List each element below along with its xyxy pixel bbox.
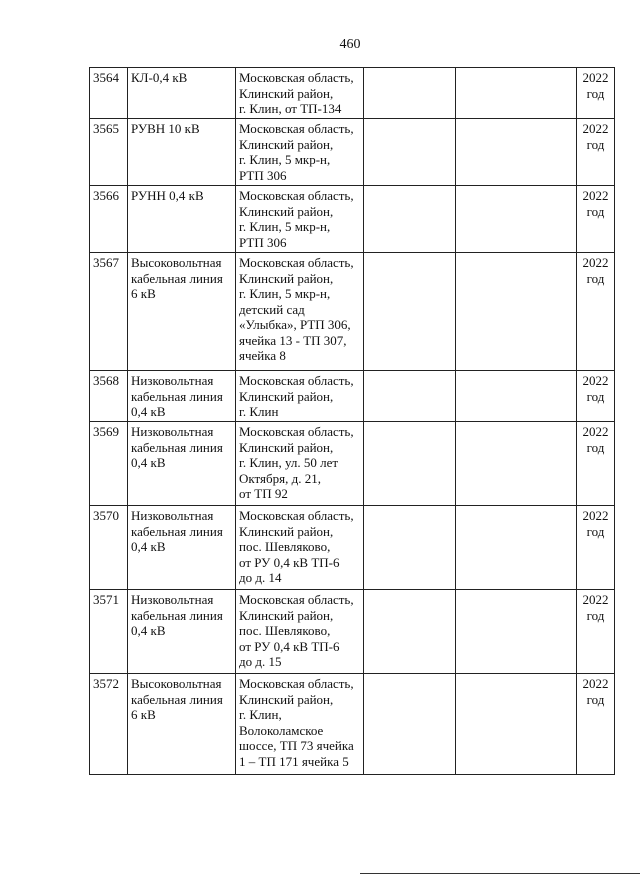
address-line: ячейка 8 <box>239 348 286 363</box>
address-line: ячейка 13 - ТП 307, <box>239 332 347 348</box>
object-name-cell <box>128 371 236 422</box>
empty-cell-col4 <box>364 186 456 253</box>
address-line: до д. 15 <box>239 654 282 669</box>
row-number-cell: 3572 <box>90 674 128 775</box>
year-line: 2022 <box>582 373 609 388</box>
address-line: Октября, д. 21, <box>239 470 321 486</box>
empty-cell-col5 <box>456 674 577 775</box>
year-cell <box>577 253 615 371</box>
object-name-line: 0,4 кВ <box>131 455 166 470</box>
address-line: г. Клин, 5 мкр-н, <box>239 152 331 167</box>
object-name-line: РУНН 0,4 кВ <box>131 188 204 203</box>
year-line: 2022 <box>582 424 609 439</box>
address-line: до д. 14 <box>239 570 282 585</box>
address-line: РТП 306 <box>239 234 287 250</box>
object-name-line: РУВН 10 кВ <box>131 121 200 136</box>
row-number-cell: 3565 <box>90 119 128 186</box>
address-cell <box>236 506 364 590</box>
empty-cell-col5 <box>456 506 577 590</box>
object-name-line: 0,4 кВ <box>131 623 166 638</box>
year-line: год <box>586 607 605 623</box>
year-cell <box>577 590 615 674</box>
empty-cell-col5 <box>456 119 577 186</box>
address-line: от РУ 0,4 кВ ТП-6 <box>239 638 340 654</box>
table-row <box>90 371 615 422</box>
object-name-cell <box>128 674 236 775</box>
year-line: 2022 <box>582 592 609 607</box>
row-number-cell: 3567 <box>90 253 128 371</box>
address-line: Клинский район, <box>239 136 334 152</box>
object-name-line: Высоковольтная <box>131 676 222 691</box>
address-line: Московская область, <box>239 508 354 523</box>
address-line: Московская область, <box>239 373 354 388</box>
empty-cell-col5 <box>456 253 577 371</box>
address-line: Клинский район, <box>239 523 334 539</box>
object-name-line: кабельная линия <box>131 523 223 539</box>
registry-table-body <box>90 68 615 775</box>
year-line: 2022 <box>582 676 609 691</box>
address-cell <box>236 119 364 186</box>
empty-cell-col4 <box>364 674 456 775</box>
address-line: от РУ 0,4 кВ ТП-6 <box>239 554 340 570</box>
empty-cell-col5 <box>456 68 577 119</box>
object-name-cell <box>128 68 236 119</box>
object-name-cell <box>128 253 236 371</box>
address-line: Клинский район, <box>239 85 334 101</box>
object-name-cell <box>128 119 236 186</box>
address-cell <box>236 371 364 422</box>
table-row <box>90 253 615 371</box>
object-name-line: 6 кВ <box>131 286 156 301</box>
table-row <box>90 422 615 506</box>
empty-cell-col5 <box>456 186 577 253</box>
address-line: Клинский район, <box>239 439 334 455</box>
row-number-cell: 3569 <box>90 422 128 506</box>
table-row <box>90 506 615 590</box>
year-line: 2022 <box>582 188 609 203</box>
address-line: Московская область, <box>239 121 354 136</box>
address-line: г. Клин, 5 мкр-н, <box>239 286 331 301</box>
year-line: год <box>586 691 605 707</box>
row-number-cell: 3568 <box>90 371 128 422</box>
object-name-line: кабельная линия <box>131 691 223 707</box>
address-line: г. Клин, 5 мкр-н, <box>239 219 331 234</box>
empty-cell-col4 <box>364 422 456 506</box>
year-cell <box>577 674 615 775</box>
address-line: детский сад <box>239 301 305 317</box>
table-row <box>90 119 615 186</box>
year-line: год <box>586 388 605 404</box>
page-number: 460 <box>339 37 361 52</box>
address-line: 1 – ТП 171 ячейка 5 <box>239 753 349 769</box>
year-line: 2022 <box>582 70 609 85</box>
row-number-cell: 3570 <box>90 506 128 590</box>
empty-cell-col4 <box>364 506 456 590</box>
year-line: 2022 <box>582 255 609 270</box>
address-line: Московская область, <box>239 255 354 270</box>
address-line: Клинский район, <box>239 607 334 623</box>
empty-cell-col5 <box>456 590 577 674</box>
address-line: РТП 306 <box>239 167 287 183</box>
empty-cell-col4 <box>364 371 456 422</box>
row-number-cell: 3564 <box>90 68 128 119</box>
object-name-line: 0,4 кВ <box>131 539 166 554</box>
year-cell <box>577 186 615 253</box>
object-name-line: кабельная линия <box>131 388 223 404</box>
table-row <box>90 68 615 119</box>
table-row <box>90 674 615 775</box>
address-cell <box>236 253 364 371</box>
empty-cell-col5 <box>456 371 577 422</box>
bottom-rule <box>360 873 640 874</box>
object-name-line: Высоковольтная <box>131 255 222 270</box>
year-line: 2022 <box>582 121 609 136</box>
address-line: пос. Шевляково, <box>239 623 331 638</box>
year-cell <box>577 422 615 506</box>
address-line: Клинский район, <box>239 388 334 404</box>
address-line: Клинский район, <box>239 270 334 286</box>
object-name-line: 0,4 кВ <box>131 404 166 419</box>
year-cell <box>577 371 615 422</box>
year-cell <box>577 119 615 186</box>
table-row <box>90 590 615 674</box>
address-line: Московская область, <box>239 70 354 85</box>
address-cell <box>236 186 364 253</box>
year-line: год <box>586 270 605 286</box>
object-name-line: КЛ-0,4 кВ <box>131 70 188 85</box>
address-line: Клинский район, <box>239 691 334 707</box>
registry-table <box>89 67 615 775</box>
object-name-line: Низковольтная <box>131 592 214 607</box>
object-name-line: Низковольтная <box>131 373 214 388</box>
object-name-cell <box>128 506 236 590</box>
table-row <box>90 186 615 253</box>
address-line: г. Клин, <box>239 707 282 722</box>
empty-cell-col4 <box>364 590 456 674</box>
year-line: год <box>586 439 605 455</box>
address-line: Клинский район, <box>239 203 334 219</box>
address-cell <box>236 590 364 674</box>
address-line: от ТП 92 <box>239 486 288 501</box>
address-cell <box>236 674 364 775</box>
address-line: г. Клин, ул. 50 лет <box>239 455 339 470</box>
object-name-line: Низковольтная <box>131 508 214 523</box>
address-line: Московская область, <box>239 424 354 439</box>
empty-cell-col4 <box>364 68 456 119</box>
address-line: Московская область, <box>239 188 354 203</box>
year-line: 2022 <box>582 508 609 523</box>
address-line: «Улыбка», РТП 306, <box>239 317 351 332</box>
object-name-cell <box>128 590 236 674</box>
object-name-line: 6 кВ <box>131 707 156 722</box>
year-line: год <box>586 136 605 152</box>
address-line: Московская область, <box>239 592 354 607</box>
address-line: г. Клин <box>239 404 279 419</box>
empty-cell-col4 <box>364 253 456 371</box>
year-cell <box>577 506 615 590</box>
address-cell <box>236 422 364 506</box>
object-name-line: кабельная линия <box>131 439 223 455</box>
empty-cell-col5 <box>456 422 577 506</box>
row-number-cell: 3571 <box>90 590 128 674</box>
object-name-line: кабельная линия <box>131 607 223 623</box>
address-line: Волоколамское <box>239 722 324 738</box>
row-number-cell: 3566 <box>90 186 128 253</box>
object-name-line: кабельная линия <box>131 270 223 286</box>
address-line: г. Клин, от ТП-134 <box>239 101 342 116</box>
object-name-cell <box>128 422 236 506</box>
year-line: год <box>586 523 605 539</box>
year-line: год <box>586 85 605 101</box>
address-line: Московская область, <box>239 676 354 691</box>
address-line: пос. Шевляково, <box>239 539 331 554</box>
object-name-cell <box>128 186 236 253</box>
year-cell <box>577 68 615 119</box>
object-name-line: Низковольтная <box>131 424 214 439</box>
year-line: год <box>586 203 605 219</box>
address-cell <box>236 68 364 119</box>
empty-cell-col4 <box>364 119 456 186</box>
address-line: шоссе, ТП 73 ячейка <box>239 738 354 753</box>
